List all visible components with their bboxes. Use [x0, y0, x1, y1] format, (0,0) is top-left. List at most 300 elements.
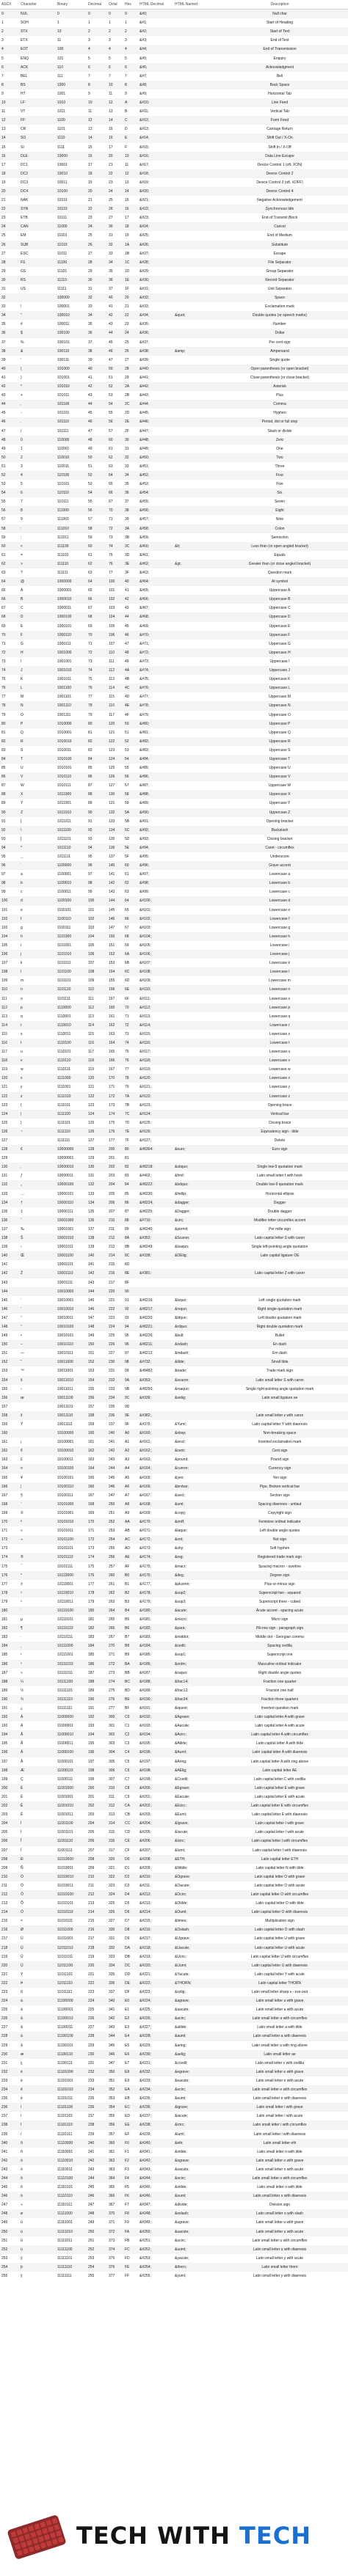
cell-ascii: 144 — [0, 1287, 19, 1296]
table-row — [0, 1190, 348, 1199]
cell-ascii: 155 — [0, 1385, 19, 1394]
cell-binary: 10110 — [56, 205, 87, 213]
cell-description: Latin small letter i with diaeresis — [211, 2130, 348, 2139]
cell-decimal: 158 — [87, 1411, 107, 1420]
cell-html-decimal: &#93; — [138, 835, 173, 844]
cell-ascii: 36 — [0, 329, 19, 337]
table-row — [0, 338, 348, 347]
cell-ascii: 90 — [0, 808, 19, 817]
cell-hex: 45 — [123, 622, 138, 631]
table-row — [0, 196, 348, 205]
cell-binary: 1001111 — [56, 711, 87, 720]
cell-character: NAK — [19, 196, 56, 205]
cell-octal: 344 — [107, 2032, 123, 2041]
cell-octal: 364 — [107, 2174, 123, 2183]
cell-ascii: 19 — [0, 178, 19, 187]
cell-description: Latin capital letter O with diaeresis — [211, 1908, 348, 1917]
cell-character: SI — [19, 143, 56, 152]
table-row — [0, 356, 348, 365]
cell-binary: 1101111 — [56, 995, 87, 1003]
cell-character: š — [19, 1376, 56, 1385]
cell-description: Spacing cedilla — [211, 1642, 348, 1650]
cell-html-decimal: &#352; — [138, 1234, 173, 1243]
cell-html-decimal: &#8220; — [138, 1314, 173, 1322]
cell-octal: 273 — [107, 1669, 123, 1677]
cell-decimal: 27 — [87, 249, 107, 258]
cell-character: í — [19, 2112, 56, 2121]
cell-ascii: 123 — [0, 1101, 19, 1110]
cell-hex: 11 — [123, 161, 138, 169]
cell-decimal: 67 — [87, 604, 107, 612]
cell-hex: DC — [123, 1961, 138, 1970]
cell-binary: 1011110 — [56, 844, 87, 852]
cell-octal: 264 — [107, 1606, 123, 1615]
cell-ascii: 56 — [0, 506, 19, 515]
cell-html-decimal: &#236; — [138, 2103, 173, 2112]
cell-decimal: 119 — [87, 1065, 107, 1074]
cell-binary: 10011101 — [56, 1402, 87, 1411]
cell-ascii: 128 — [0, 1145, 19, 1154]
cell-binary: 11011001 — [56, 1934, 87, 1943]
cell-html-decimal: &#112; — [138, 1003, 173, 1012]
cell-description: Question mark — [211, 568, 348, 577]
cell-octal: 361 — [107, 2148, 123, 2156]
cell-character: { — [19, 1101, 56, 1110]
cell-binary: 11011110 — [56, 1979, 87, 1988]
table-row — [0, 2192, 348, 2200]
cell-html-named: &Igrave; — [173, 1819, 211, 1828]
cell-character: Å — [19, 1757, 56, 1766]
cell-binary: 1110011 — [56, 1030, 87, 1039]
cell-description: Yen sign — [211, 1474, 348, 1482]
cell-character: ¦ — [19, 1482, 56, 1491]
cell-hex: FA — [123, 2228, 138, 2236]
cell-hex: 74 — [123, 1039, 138, 1047]
cell-description: Double quotes (or speech marks) — [211, 311, 348, 320]
cell-decimal: 112 — [87, 1003, 107, 1012]
cell-decimal: 248 — [87, 2209, 107, 2218]
cell-ascii: 99 — [0, 888, 19, 896]
cell-octal: 247 — [107, 1491, 123, 1500]
cell-octal: 230 — [107, 1358, 123, 1366]
cell-octal: 311 — [107, 1793, 123, 1801]
cell-description: Lowercase z — [211, 1092, 348, 1101]
cell-hex: 83 — [123, 1171, 138, 1180]
cell-binary: 11110111 — [56, 2200, 87, 2209]
cell-html-decimal: &#115; — [138, 1030, 173, 1039]
cell-html-decimal: &#60; — [138, 542, 173, 551]
cell-ascii: 214 — [0, 1908, 19, 1917]
cell-decimal: 211 — [87, 1881, 107, 1890]
cell-character: — — [19, 1349, 56, 1358]
cell-html-decimal: &#197; — [138, 1757, 173, 1766]
cell-character: k — [19, 959, 56, 967]
cell-character: 0 — [19, 436, 56, 444]
cell-binary: 10011100 — [56, 1394, 87, 1402]
cell-binary: 101010 — [56, 382, 87, 391]
table-row — [0, 515, 348, 524]
cell-hex: 2F — [123, 427, 138, 436]
cell-binary: 11110001 — [56, 2148, 87, 2156]
cell-html-decimal: &#90; — [138, 808, 173, 817]
cell-html-decimal: &#8482; — [138, 1366, 173, 1375]
cell-ascii: 13 — [0, 125, 19, 133]
cell-description: Fraction one quarter — [211, 1677, 348, 1686]
cell-html-named — [173, 1110, 211, 1119]
cell-character: ê — [19, 2085, 56, 2094]
cell-description: Back Space — [211, 81, 348, 89]
cell-octal: 237 — [107, 1420, 123, 1429]
cell-description: Hyphen — [211, 409, 348, 417]
cell-character: ø — [19, 2209, 56, 2218]
cell-octal: 27 — [107, 213, 123, 222]
cell-ascii: 238 — [0, 2121, 19, 2129]
cell-binary: 11000100 — [56, 1748, 87, 1757]
cell-html-decimal: &#65; — [138, 586, 173, 595]
cell-description: Delete — [211, 1136, 348, 1145]
cell-decimal: 240 — [87, 2139, 107, 2148]
cell-html-decimal: &#78; — [138, 701, 173, 710]
cell-binary: 1101110 — [56, 985, 87, 994]
cell-description: Spacing macron - overline — [211, 1562, 348, 1571]
cell-html-named: &ugrave; — [173, 2218, 211, 2227]
cell-character: US — [19, 285, 56, 293]
cell-html-named — [173, 356, 211, 365]
cell-octal: 1 — [107, 18, 123, 27]
table-row — [0, 577, 348, 586]
table-row — [0, 835, 348, 844]
cell-binary: 11001011 — [56, 1810, 87, 1819]
cell-character: SO — [19, 133, 56, 142]
cell-decimal: 197 — [87, 1757, 107, 1766]
cell-description: Latin capital letter I with grave — [211, 1819, 348, 1828]
cell-hex: B5 — [123, 1615, 138, 1624]
table-row — [0, 1624, 348, 1633]
cell-description: Nine — [211, 515, 348, 524]
cell-character: • — [19, 1331, 56, 1340]
cell-ascii: 185 — [0, 1650, 19, 1659]
cell-description: Latin capital letter A with ring above — [211, 1757, 348, 1766]
cell-ascii: 10 — [0, 98, 19, 107]
cell-ascii: 60 — [0, 542, 19, 551]
cell-octal: 102 — [107, 595, 123, 604]
cell-html-named — [173, 1030, 211, 1039]
cell-ascii: 57 — [0, 515, 19, 524]
cell-hex: C — [123, 116, 138, 125]
cell-ascii: 122 — [0, 1092, 19, 1101]
cell-hex: A3 — [123, 1455, 138, 1464]
cell-description: Latin capital letter E with circumflex — [211, 1801, 348, 1810]
cell-html-named: &Ecirc; — [173, 1801, 211, 1810]
cell-binary: 1010111 — [56, 781, 87, 790]
cell-description: Synchronous Idle — [211, 205, 348, 213]
cell-character: P — [19, 720, 56, 728]
cell-hex: 4 — [123, 45, 138, 54]
cell-hex: 1E — [123, 276, 138, 285]
cell-hex: 3B — [123, 533, 138, 542]
cell-html-named: &oacute; — [173, 2165, 211, 2174]
cell-html-named — [173, 861, 211, 870]
cell-binary: 11101101 — [56, 2112, 87, 2121]
cell-decimal: 193 — [87, 1721, 107, 1730]
cell-hex: 52 — [123, 737, 138, 746]
cell-html-decimal — [138, 1278, 173, 1287]
cell-html-named — [173, 205, 211, 213]
cell-html-named — [173, 72, 211, 81]
cell-ascii: 243 — [0, 2165, 19, 2174]
cell-character: : — [19, 524, 56, 533]
cell-html-decimal: &#92; — [138, 826, 173, 835]
cell-description: Device Control 4 — [211, 187, 348, 196]
cell-decimal: 34 — [87, 311, 107, 320]
cell-description: Division sign — [211, 2200, 348, 2209]
cell-description: Six — [211, 489, 348, 497]
cell-hex: 6 — [123, 63, 138, 72]
cell-binary: 100100 — [56, 329, 87, 337]
cell-description: Horizontal ellipsis — [211, 1190, 348, 1199]
cell-decimal: 219 — [87, 1953, 107, 1961]
cell-character: A — [19, 586, 56, 595]
cell-html-named — [173, 276, 211, 285]
cell-description: Latin capital ligature OE — [211, 1251, 348, 1260]
cell-hex: 2 — [123, 27, 138, 36]
cell-html-decimal: &#195; — [138, 1739, 173, 1748]
cell-decimal: 37 — [87, 338, 107, 347]
cell-html-decimal: &#22; — [138, 205, 173, 213]
cell-binary: 1100000 — [56, 861, 87, 870]
cell-octal: 277 — [107, 1704, 123, 1713]
cell-ascii: 5 — [0, 54, 19, 63]
cell-binary: 110100 — [56, 471, 87, 480]
cell-html-named: &Scaron; — [173, 1234, 211, 1243]
cell-decimal: 232 — [87, 2068, 107, 2076]
table-row — [0, 1234, 348, 1243]
cell-decimal: 85 — [87, 764, 107, 772]
cell-html-decimal: &#8226; — [138, 1331, 173, 1340]
cell-octal: 57 — [107, 427, 123, 436]
table-row — [0, 1642, 348, 1650]
cell-hex: 48 — [123, 648, 138, 657]
cell-html-decimal: &#100; — [138, 896, 173, 905]
cell-character: © — [19, 1509, 56, 1518]
cell-octal: 41 — [107, 302, 123, 311]
cell-description: Uppercase Z — [211, 808, 348, 817]
cell-hex: 37 — [123, 497, 138, 506]
cell-character: ‰ — [19, 1225, 56, 1234]
cell-html-named: &not; — [173, 1535, 211, 1544]
table-row — [0, 1562, 348, 1571]
cell-binary: 101110 — [56, 417, 87, 426]
cell-character: ’ — [19, 1305, 56, 1314]
cell-binary: 11010 — [56, 241, 87, 249]
cell-ascii: 62 — [0, 560, 19, 568]
cell-ascii: 125 — [0, 1119, 19, 1127]
table-row — [0, 1500, 348, 1509]
cell-binary: 10100 — [56, 187, 87, 196]
cell-decimal: 200 — [87, 1784, 107, 1793]
cell-hex: 81 — [123, 1154, 138, 1163]
table-row — [0, 1650, 348, 1659]
cell-hex: 64 — [123, 896, 138, 905]
cell-octal: 320 — [107, 1855, 123, 1864]
cell-octal: 322 — [107, 1873, 123, 1881]
table-row — [0, 657, 348, 666]
cell-binary: 10111100 — [56, 1677, 87, 1686]
cell-decimal: 51 — [87, 462, 107, 471]
table-row — [0, 888, 348, 896]
cell-html-decimal: &#55; — [138, 497, 173, 506]
cell-html-decimal: &#8212; — [138, 1349, 173, 1358]
cell-binary: 11001001 — [56, 1793, 87, 1801]
cell-octal: 343 — [107, 2023, 123, 2032]
cell-decimal: 155 — [87, 1385, 107, 1394]
cell-decimal: 230 — [87, 2050, 107, 2059]
cell-description: Lowercase q — [211, 1012, 348, 1021]
cell-octal: 267 — [107, 1633, 123, 1642]
cell-hex: AE — [123, 1553, 138, 1562]
cell-description: Latin small letter n with tilde — [211, 2148, 348, 2156]
cell-html-decimal: &#234; — [138, 2085, 173, 2094]
cell-description: Latin small letter a with acute — [211, 2005, 348, 2014]
cell-decimal: 217 — [87, 1934, 107, 1943]
cell-ascii: 237 — [0, 2112, 19, 2121]
table-row — [0, 480, 348, 489]
cell-decimal: 0 — [87, 10, 107, 19]
cell-html-named: &Egrave; — [173, 1784, 211, 1793]
cell-html-decimal: &#223; — [138, 1988, 173, 1997]
cell-html-named — [173, 967, 211, 976]
cell-description: Uppercase C — [211, 604, 348, 612]
cell-binary: 11000 — [56, 222, 87, 231]
cell-html-named — [173, 391, 211, 400]
cell-ascii: 116 — [0, 1039, 19, 1047]
cell-html-named: &frac34; — [173, 1695, 211, 1704]
cell-binary: 10100100 — [56, 1464, 87, 1473]
cell-octal: 103 — [107, 604, 123, 612]
cell-octal: 3 — [107, 36, 123, 45]
cell-hex: F3 — [123, 2165, 138, 2174]
cell-html-decimal: &#58; — [138, 524, 173, 533]
cell-binary: 10011111 — [56, 1420, 87, 1429]
cell-character: Ç — [19, 1775, 56, 1784]
cell-html-named: &sect; — [173, 1491, 211, 1500]
cell-description: Left single quotation mark — [211, 1296, 348, 1305]
cell-ascii: 80 — [0, 720, 19, 728]
cell-description: Uppercase G — [211, 640, 348, 648]
cell-description: Lowercase u — [211, 1047, 348, 1056]
header-html-named: HTML Named — [173, 0, 211, 10]
cell-binary: 1000110 — [56, 631, 87, 640]
cell-html-decimal: &#252; — [138, 2245, 173, 2254]
cell-hex: BB — [123, 1669, 138, 1677]
cell-decimal: 123 — [87, 1101, 107, 1110]
cell-binary: 100110 — [56, 347, 87, 356]
cell-html-decimal: &#1; — [138, 18, 173, 27]
cell-octal: 176 — [107, 1127, 123, 1136]
logo-text-accent: TECH — [239, 2522, 311, 2550]
cell-html-named: &uuml; — [173, 2245, 211, 2254]
cell-hex: BF — [123, 1704, 138, 1713]
cell-binary: 11011101 — [56, 1970, 87, 1979]
cell-hex: 4A — [123, 666, 138, 675]
table-row — [0, 365, 348, 373]
cell-hex: 2D — [123, 409, 138, 417]
cell-octal: 241 — [107, 1438, 123, 1446]
cell-ascii: 23 — [0, 213, 19, 222]
cell-html-named — [173, 1411, 211, 1420]
cell-description: Latin small letter eth — [211, 2139, 348, 2148]
cell-character: × — [19, 1917, 56, 1925]
table-row — [0, 1784, 348, 1793]
table-row — [0, 817, 348, 826]
cell-description: End of Transmission — [211, 45, 348, 54]
cell-decimal: 41 — [87, 373, 107, 382]
cell-html-named — [173, 338, 211, 347]
cell-html-decimal: &#8224; — [138, 1199, 173, 1207]
cell-description: Double dagger — [211, 1207, 348, 1216]
cell-decimal: 146 — [87, 1305, 107, 1314]
cell-html-decimal: &#205; — [138, 1828, 173, 1837]
table-row — [0, 1917, 348, 1925]
cell-character: ‚ — [19, 1163, 56, 1171]
table-row — [0, 675, 348, 684]
cell-decimal: 21 — [87, 196, 107, 205]
cell-hex: FE — [123, 2263, 138, 2272]
cell-description: Pipe, Broken vertical bar — [211, 1482, 348, 1491]
cell-description: Latin small letter o with tilde — [211, 2183, 348, 2192]
cell-binary: 10101 — [56, 196, 87, 205]
cell-character: + — [19, 391, 56, 400]
table-row — [0, 728, 348, 737]
table-row — [0, 923, 348, 932]
cell-description: Lowercase p — [211, 1003, 348, 1012]
cell-ascii: 83 — [0, 746, 19, 755]
cell-description: Latin small letter a with circumflex — [211, 2014, 348, 2023]
cell-octal: 217 — [107, 1278, 123, 1287]
cell-ascii: 210 — [0, 1873, 19, 1881]
cell-html-named — [173, 187, 211, 196]
cell-octal: 31 — [107, 231, 123, 240]
cell-hex: A9 — [123, 1509, 138, 1518]
table-row — [0, 302, 348, 311]
cell-binary: 10011000 — [56, 1358, 87, 1366]
cell-character: ACK — [19, 63, 56, 72]
cell-binary: 11100011 — [56, 2023, 87, 2032]
table-row — [0, 2032, 348, 2041]
cell-binary: 10001110 — [56, 1269, 87, 1278]
cell-binary: 1000100 — [56, 612, 87, 621]
cell-html-decimal: &#170; — [138, 1518, 173, 1526]
table-row — [0, 870, 348, 879]
cell-character: Y — [19, 799, 56, 808]
cell-html-named — [173, 18, 211, 27]
cell-description: Vertical Tab — [211, 107, 348, 116]
cell-html-named — [173, 515, 211, 524]
cell-hex: 78 — [123, 1074, 138, 1083]
cell-decimal: 171 — [87, 1526, 107, 1535]
cell-hex: 3E — [123, 560, 138, 568]
cell-binary: 10110100 — [56, 1606, 87, 1615]
cell-description: Latin capital letter E with diaeresis — [211, 1810, 348, 1819]
cell-decimal: 185 — [87, 1650, 107, 1659]
cell-character: À — [19, 1713, 56, 1721]
cell-binary: 11000001 — [56, 1721, 87, 1730]
cell-decimal: 246 — [87, 2192, 107, 2200]
table-row — [0, 409, 348, 417]
cell-ascii: 105 — [0, 941, 19, 950]
cell-ascii: 157 — [0, 1402, 19, 1411]
cell-html-named — [173, 737, 211, 746]
